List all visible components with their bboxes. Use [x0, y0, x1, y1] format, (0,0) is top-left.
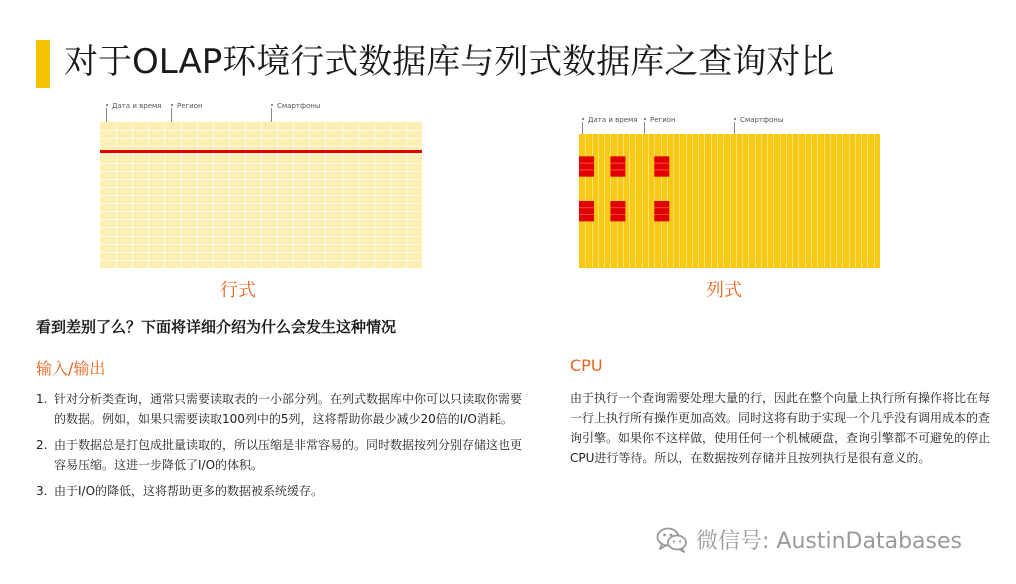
list-number: 3.	[36, 484, 48, 498]
axis-tick	[734, 122, 735, 134]
selected-cell-block	[610, 201, 625, 221]
selected-row	[100, 150, 422, 153]
column-store-diagram	[579, 112, 880, 268]
watermark-text: 微信号: AustinDatabases	[696, 529, 962, 554]
section-question: 看到差别了么？下面将详细介绍为什么会发生这种情况	[36, 318, 397, 336]
axis-marker	[734, 118, 736, 120]
selected-cell-block	[610, 156, 625, 176]
axis-label-region: Регион	[177, 102, 203, 110]
row-store-diagram	[100, 98, 422, 268]
axis-label-smartphones: Смартфоны	[277, 102, 321, 110]
axis-marker	[644, 118, 646, 120]
row-store-caption: 行式	[220, 280, 256, 301]
axis-tick	[106, 108, 107, 122]
slide-title: 对于OLAP环境行式数据库与列式数据库之查询对比	[64, 42, 835, 82]
axis-marker	[582, 118, 584, 120]
list-item-text: 由于数据总是打包成批量读取的，所以压缩是非常容易的。同时数据按列分别存储这也更容易压缩。这进一步降低了I/O的体积。	[54, 438, 523, 472]
axis-tick	[582, 122, 583, 134]
cpu-section-text: 由于执行一个查询需要处理大量的行，因此在整个向量上执行所有操作将比在每一行上执行所有操作更加高效。同时这将有助于实现一个几乎没有调用成本的查询引擎。如果你不这样做，使用任何一个机械硬盘，查询引擎都不可避免的停止CPU进行等待。所以，在数据按列存储并且按列执行是很有意义的。	[570, 391, 991, 465]
axis-label-region: Регион	[650, 116, 676, 124]
row-store-grid	[100, 122, 422, 268]
list-item	[36, 435, 526, 475]
axis-tick	[171, 108, 172, 122]
axis-label-smartphones: Смартфоны	[740, 116, 784, 124]
watermark	[656, 524, 962, 555]
axis-marker	[171, 104, 173, 106]
selected-cell-block	[579, 156, 594, 176]
axis-marker	[106, 104, 108, 106]
axis-tick	[271, 108, 272, 122]
selected-cell-block	[579, 201, 594, 221]
column-store-caption: 列式	[706, 280, 742, 301]
list-item	[36, 389, 526, 429]
list-number: 2.	[36, 438, 48, 452]
column-store-grid	[579, 134, 880, 268]
selected-cell-block	[654, 201, 669, 221]
list-item-text: 针对分析类查询，通常只需要读取表的一小部分列。在列式数据库中你可以只读取你需要的数据。例如，如果只需要读取100列中的5列，这将帮助你最少减少20倍的I/O消耗。	[54, 392, 523, 426]
io-section-heading: 输入/输出	[36, 359, 106, 378]
list-number: 1.	[36, 392, 48, 406]
io-list	[36, 389, 526, 507]
axis-label-datetime: Дата и время	[588, 116, 638, 124]
axis-tick	[644, 122, 645, 134]
list-item-text: 由于I/O的降低，这将帮助更多的数据被系统缓存。	[54, 484, 324, 498]
selected-cell-block	[654, 156, 669, 176]
wechat-icon	[656, 526, 688, 554]
list-item	[36, 481, 526, 501]
title-accent-bar	[36, 40, 50, 88]
cpu-section-heading: CPU	[570, 356, 603, 375]
axis-label-datetime: Дата и время	[112, 102, 162, 110]
axis-marker	[271, 104, 273, 106]
